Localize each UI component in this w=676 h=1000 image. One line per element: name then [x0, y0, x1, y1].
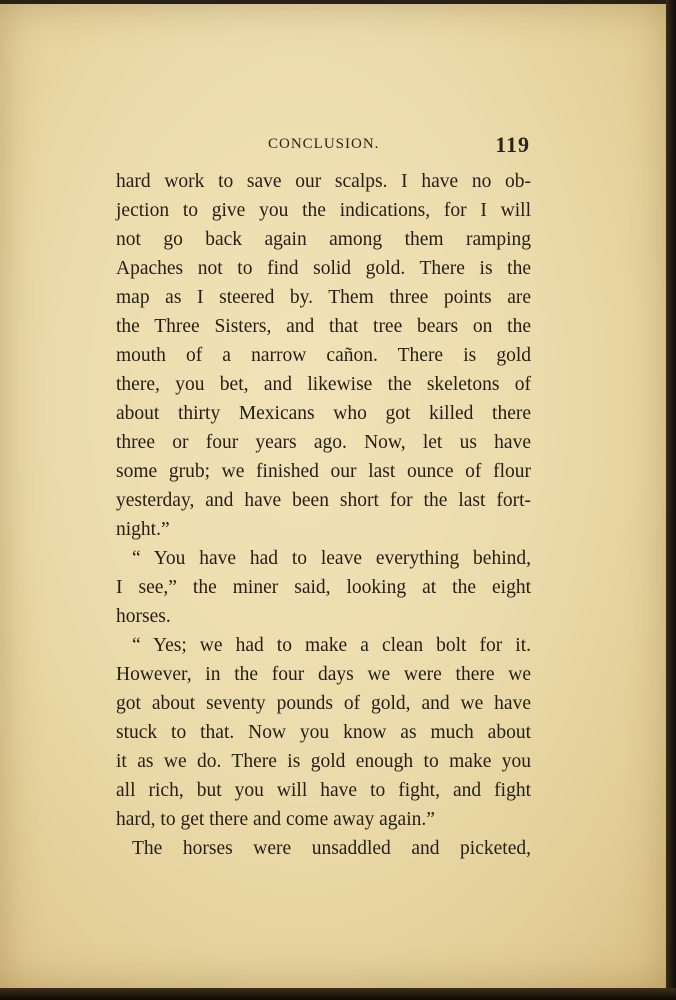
text-line: some grub; we finished our last ounce of flour	[116, 461, 531, 482]
page-number: 119	[495, 132, 530, 157]
text-line: night.”	[116, 519, 170, 540]
text-line: the Three Sisters, and that tree bears on the	[116, 316, 531, 337]
text-line: Apaches not to find solid gold. There is the	[116, 258, 531, 279]
page-right-edge	[666, 0, 676, 1000]
text-line: yesterday, and have been short for the last fort-	[116, 490, 531, 511]
body-text	[116, 167, 531, 863]
text-line: However, in the four days we were there we	[116, 664, 531, 685]
text-line: I see,” the miner said, looking at the eight	[116, 577, 531, 598]
text-line: mouth of a narrow cañon. There is gold	[116, 345, 531, 366]
text-line: stuck to that. Now you know as much about	[116, 722, 531, 743]
text-line: hard work to save our scalps. I have no ob-	[116, 171, 531, 192]
text-line: jection to give you the indications, for I will	[116, 200, 531, 221]
text-line: horses.	[116, 606, 171, 627]
text-line: hard, to get there and come away again.”	[116, 809, 435, 830]
text-line: map as I steered by. Them three points are	[116, 287, 531, 308]
page-header	[116, 132, 536, 162]
text-line: it as we do. There is gold enough to make you	[116, 751, 531, 772]
text-line: The horses were unsaddled and picketed,	[132, 838, 531, 859]
text-line: not go back again among them ramping	[116, 229, 531, 250]
text-line: “ Yes; we had to make a clean bolt for it.	[132, 635, 531, 656]
text-line: about thirty Mexicans who got killed there	[116, 403, 531, 424]
text-line: got about seventy pounds of gold, and we have	[116, 693, 531, 714]
book-page	[0, 4, 668, 988]
text-line: “ You have had to leave everything behind,	[132, 548, 531, 569]
page-bottom-edge	[0, 988, 676, 1000]
text-line: three or four years ago. Now, let us have	[116, 432, 531, 453]
text-line: all rich, but you will have to fight, and fight	[116, 780, 531, 801]
running-head: CONCLUSION.	[268, 136, 380, 152]
text-line: there, you bet, and likewise the skeletons of	[116, 374, 531, 395]
